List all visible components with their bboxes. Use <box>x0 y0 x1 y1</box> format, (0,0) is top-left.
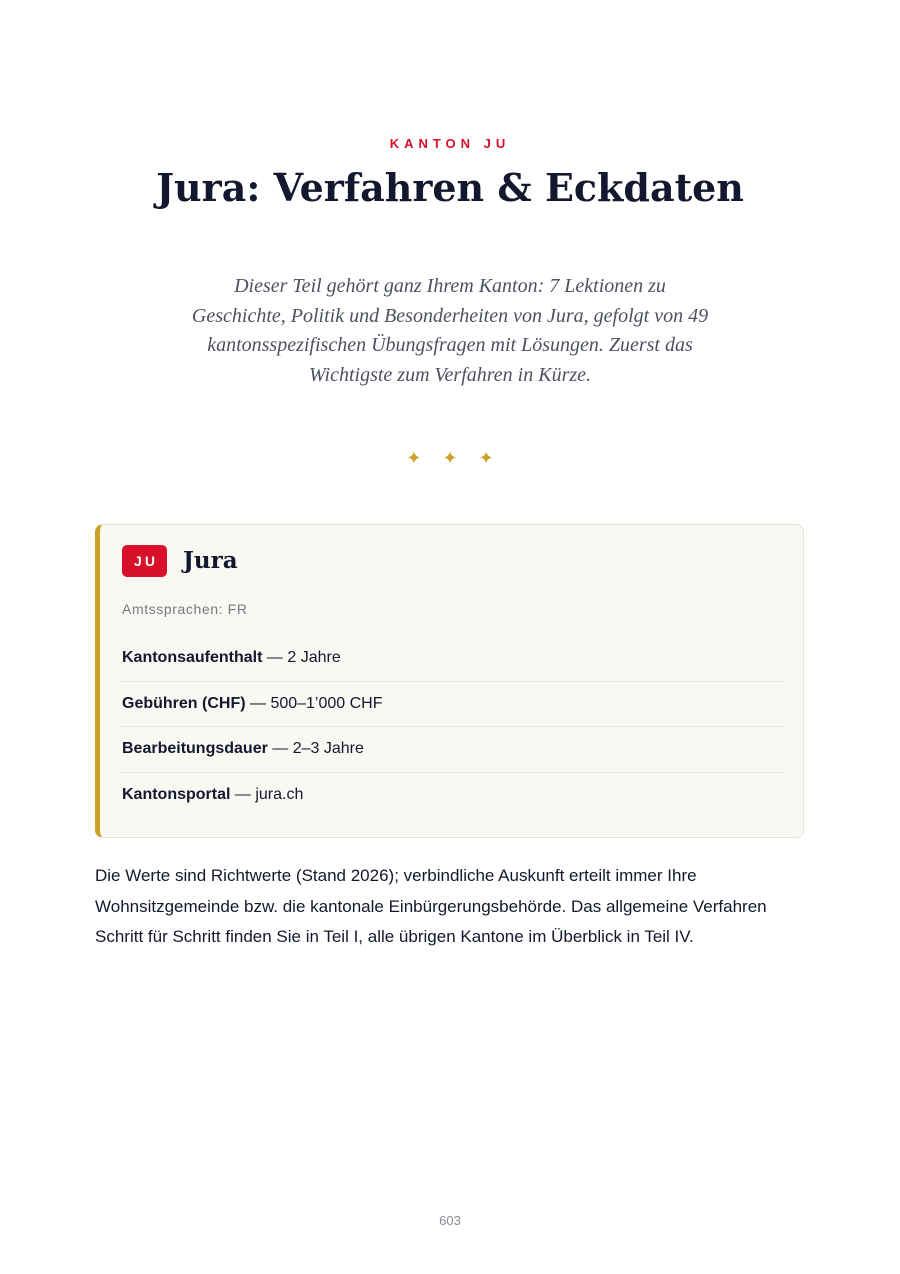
fact-label: Kantonsaufenthalt <box>122 649 263 666</box>
fact-separator: — <box>245 694 271 712</box>
fact-value: 2 Jahre <box>287 649 341 666</box>
canton-eyebrow: KANTON JU <box>389 136 511 151</box>
fact-value: jura.ch <box>255 785 304 803</box>
disclaimer-paragraph: Die Werte sind Richtwerte (Stand 2026); verbindliche Auskunft erteilt immer Ihre Wohnsitzgemeinde bzw. die kantonale Einbürgerungsbehörde. Das allgemeine Verfahren Schritt für Schritt finden Sie in Teil I, alle übrigen Kantone im Überblick in Teil IV. <box>95 866 767 946</box>
page-title: Jura: Verfahren & Eckdaten <box>156 165 744 210</box>
fact-value: 2–3 Jahre <box>292 740 364 757</box>
fact-label: Kantonsportal <box>122 785 231 803</box>
page-number: 603 <box>439 1213 461 1228</box>
fact-label: Gebühren (CHF) <box>122 694 246 712</box>
official-languages: Amtssprachen: FR <box>122 601 248 617</box>
fact-row-residence <box>122 636 784 682</box>
fact-row-duration <box>122 727 784 773</box>
canton-name: Jura <box>183 547 238 574</box>
canton-badge: JU <box>122 545 167 577</box>
canton-info-card <box>95 524 804 838</box>
star-icon: ✦ <box>406 448 422 468</box>
fact-row-fees <box>122 682 784 728</box>
intro-paragraph: Dieser Teil gehört ganz Ihrem Kanton: 7 Lektionen zu Geschichte, Politik und Besonderheiten von Jura, gefolgt von 49 kantonsspezifischen Übungsfragen mit Lösungen. Zuerst das Wichtigste zum Verfahren in Kürze. <box>191 275 709 386</box>
fact-separator: — <box>230 785 256 803</box>
star-icon: ✦ <box>442 448 458 468</box>
fact-separator: — <box>267 740 293 757</box>
ornament-divider <box>0 448 900 469</box>
fact-label: Bearbeitungsdauer <box>122 740 268 757</box>
fact-value: 500–1’000 CHF <box>270 694 383 712</box>
fact-row-portal <box>122 773 784 819</box>
facts-list <box>122 636 784 818</box>
star-icon: ✦ <box>478 448 494 468</box>
fact-separator: — <box>262 649 288 666</box>
